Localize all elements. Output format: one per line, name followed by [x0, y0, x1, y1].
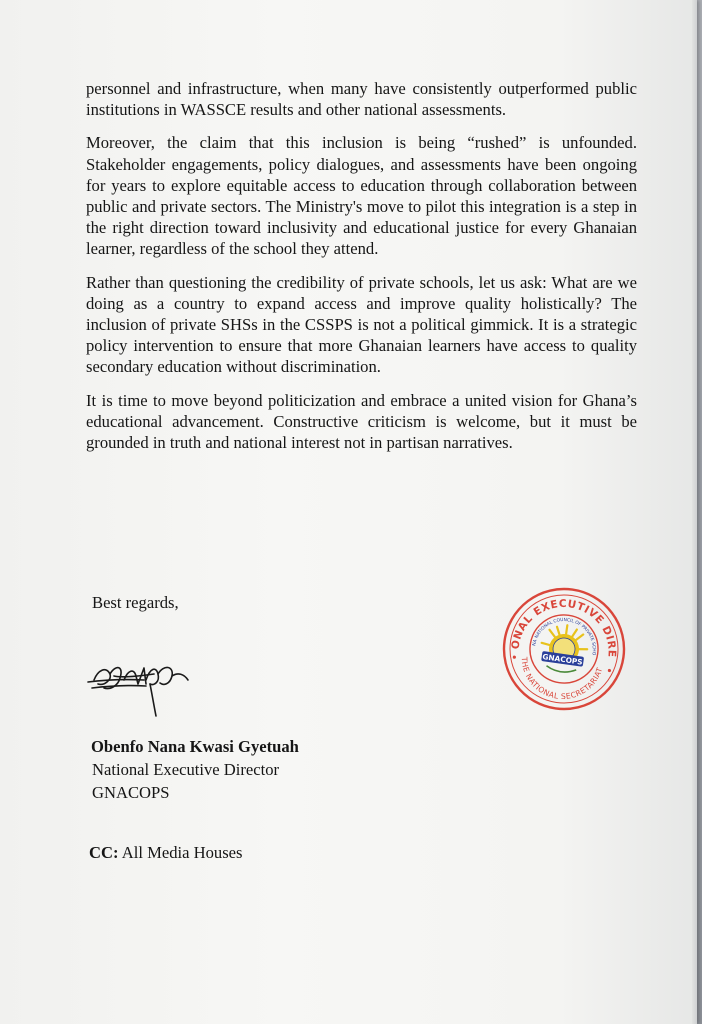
paragraph-4: It is time to move beyond politicization and embrace a united vision for Ghana’s educational advancement. Constructive criticism is welcome, but it must be grounded in truth and national interest not in partisan narratives. [86, 390, 637, 453]
stamp-center-text: GNACOPS [541, 652, 584, 667]
closing-salutation: Best regards, [92, 593, 179, 612]
stamp-top-text: NATIONAL EXECUTIVE DIRECTOR [509, 597, 618, 658]
signatory-organization: GNACOPS [92, 783, 170, 802]
page-edge [692, 0, 697, 1024]
stamp-bottom-text: THE NATIONAL SECRETARIAT [519, 656, 605, 701]
cc-line [89, 843, 243, 863]
letter-body [86, 78, 637, 465]
paragraph-2: Moreover, the claim that this inclusion is being “rushed” is unfounded. Stakeholder engagements, policy dialogues, and assessments have been ongoing for years to explore equitable access to education through collaboration between public and private sectors. The Ministry's move to pilot this integration is a step in the right direction toward inclusivity and educational justice for every Ghanaian learner, regardless of the school they attend. [86, 133, 637, 259]
signatory-title: National Executive Director [92, 760, 280, 779]
stamp-inner-text: GHANA NATIONAL COUNCIL OF PRIVATE SCHOOLS [532, 617, 596, 656]
paragraph-1: personnel and infrastructure, when many have consistently outperformed public institutions in WASSCE results and other national assessments. [86, 79, 637, 120]
paragraph-3: Rather than questioning the credibility of private schools, let us ask: What are we doing as a country to expand access and improve quality holistically? The inclusion of private SHSs in the CSSPS is not a political gimmick. It is a strategic policy intervention to ensure that more Ghanaian learners have access to quality secondary education without discrimination. [86, 272, 637, 377]
cc-value: All Media Houses [121, 843, 243, 862]
handwritten-signature [84, 650, 194, 720]
signatory-name: Obenfo Nana Kwasi Gyetuah [91, 737, 299, 756]
cc-label: CC: [89, 843, 119, 862]
official-stamp [499, 582, 629, 716]
